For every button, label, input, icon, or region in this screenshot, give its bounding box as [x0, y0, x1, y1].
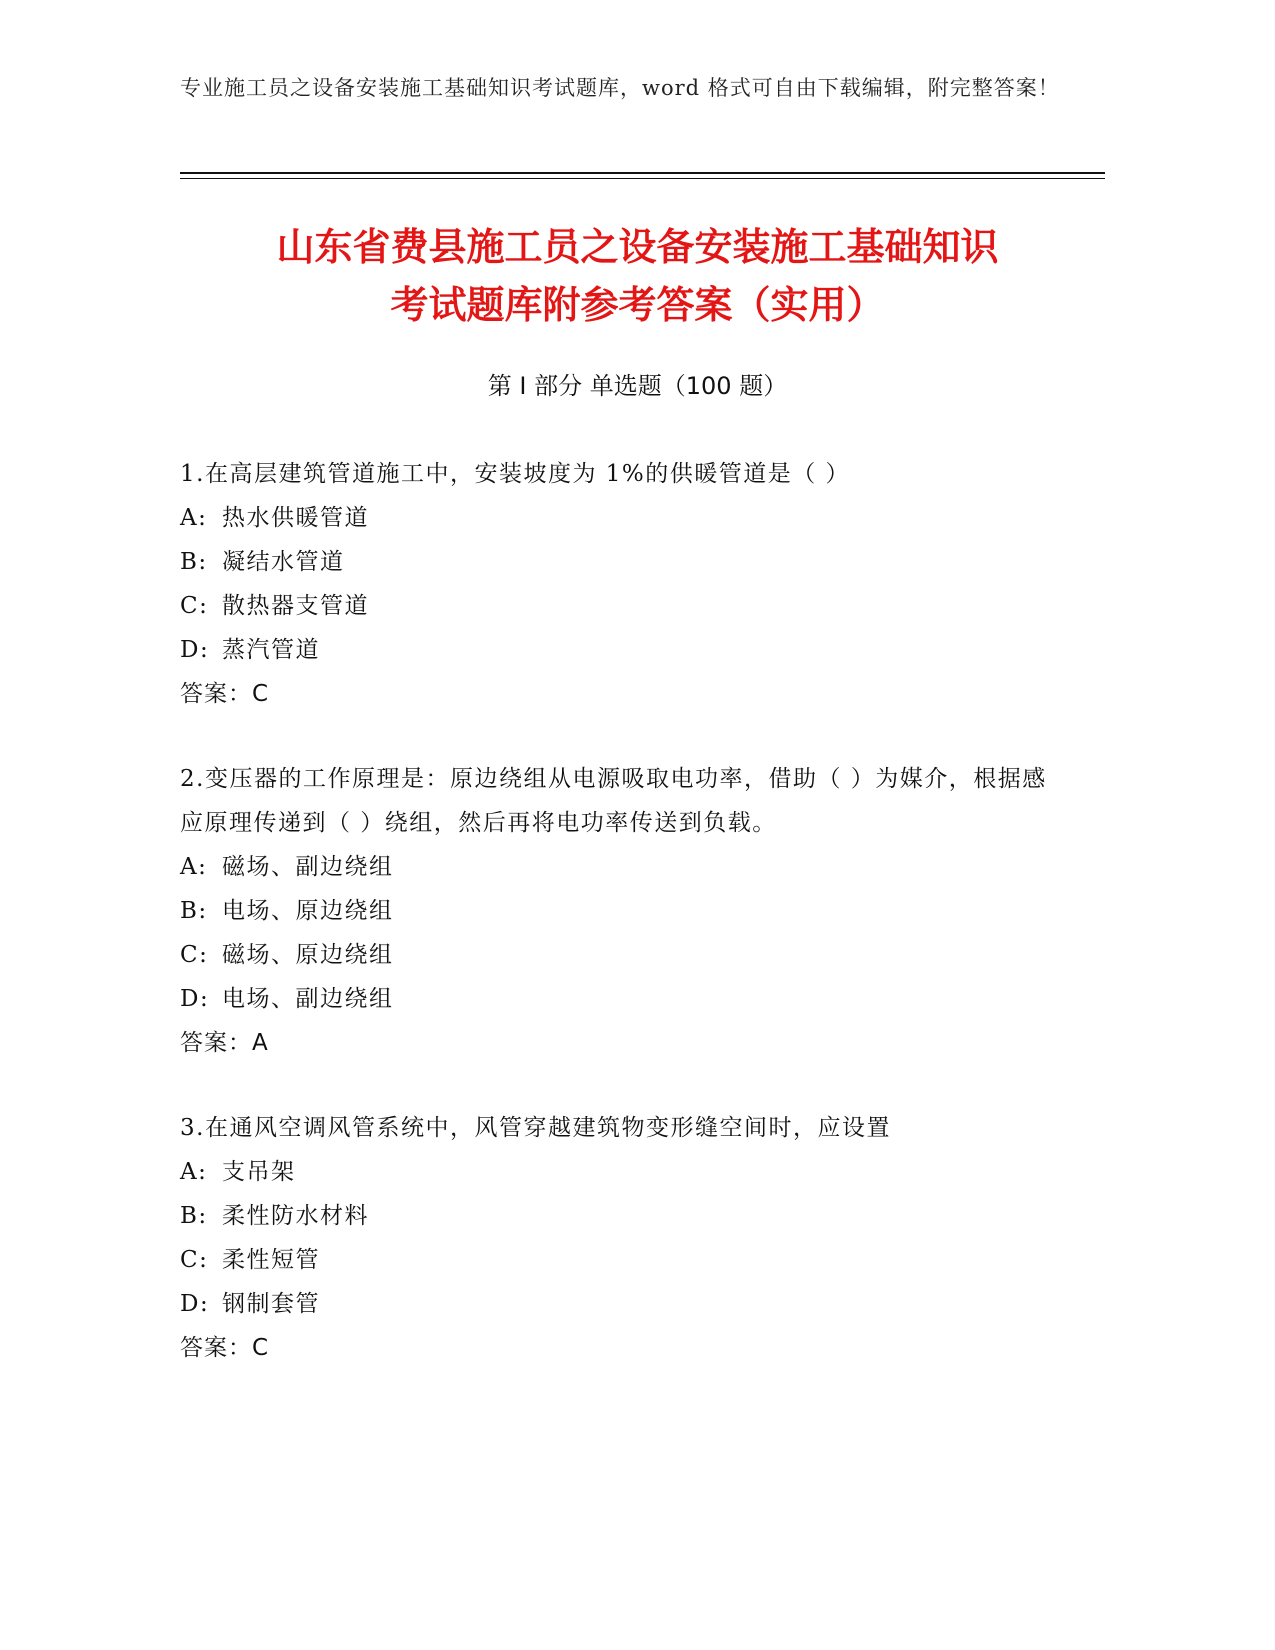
option-key: D:: [180, 1291, 210, 1317]
option-d: [180, 977, 1060, 1021]
option-d: [180, 1282, 1060, 1326]
option-c: [180, 1238, 1060, 1282]
answer: 答案：A: [180, 1030, 269, 1056]
option-text: 柔性防水材料: [222, 1203, 369, 1229]
answer: 答案：C: [180, 1335, 270, 1361]
option-text: 磁场、原边绕组: [222, 942, 394, 968]
option-c: [180, 584, 1060, 628]
option-text: 电场、副边绕组: [222, 986, 394, 1012]
option-text: 支吊架: [222, 1159, 296, 1185]
answer: 答案：C: [180, 681, 270, 707]
document-title: [120, 218, 1155, 334]
question-stem: 2.变压器的工作原理是：原边绕组从电源吸取电功率，借助（ ）为媒介，根据感应原理传递到（ ）绕组，然后再将电功率传送到负载。: [180, 766, 1047, 836]
option-text: 磁场、副边绕组: [222, 854, 394, 880]
option-b: [180, 540, 1060, 584]
header-rule-thin: [180, 178, 1105, 179]
option-key: A:: [180, 1159, 208, 1185]
option-key: B:: [180, 549, 208, 575]
question-1: [180, 452, 1060, 716]
option-b: [180, 1194, 1060, 1238]
question-3: [180, 1106, 1060, 1370]
option-key: A:: [180, 854, 208, 880]
option-text: 电场、原边绕组: [222, 898, 394, 924]
option-a: [180, 1150, 1060, 1194]
question-2: [180, 757, 1060, 1065]
option-key: D:: [180, 986, 210, 1012]
option-key: B:: [180, 898, 208, 924]
question-stem: 3.在通风空调风管系统中，风管穿越建筑物变形缝空间时，应设置: [180, 1115, 891, 1141]
option-key: C:: [180, 1247, 209, 1273]
document-title-line2: 考试题库附参考答案（实用）: [390, 283, 885, 327]
option-key: A:: [180, 505, 208, 531]
question-stem: 1.在高层建筑管道施工中，安装坡度为 1%的供暖管道是（ ）: [180, 461, 851, 487]
document-title-line1: 山东省费县施工员之设备安装施工基础知识: [276, 225, 999, 269]
option-key: B:: [180, 1203, 208, 1229]
option-a: [180, 496, 1060, 540]
option-a: [180, 845, 1060, 889]
option-text: 凝结水管道: [222, 549, 345, 575]
option-key: D:: [180, 637, 210, 663]
option-b: [180, 889, 1060, 933]
header-note: 专业施工员之设备安装施工基础知识考试题库，word 格式可自由下载编辑，附完整答案！: [180, 76, 1060, 100]
option-text: 散热器支管道: [222, 593, 369, 619]
option-text: 钢制套管: [222, 1291, 320, 1317]
option-text: 蒸汽管道: [222, 637, 320, 663]
option-d: [180, 628, 1060, 672]
option-key: C:: [180, 593, 209, 619]
option-key: C:: [180, 942, 209, 968]
section-title: 第 I 部分 单选题（100 题）: [487, 372, 788, 400]
option-text: 热水供暖管道: [222, 505, 369, 531]
header-rule-thick: [180, 172, 1105, 174]
option-c: [180, 933, 1060, 977]
option-text: 柔性短管: [222, 1247, 320, 1273]
